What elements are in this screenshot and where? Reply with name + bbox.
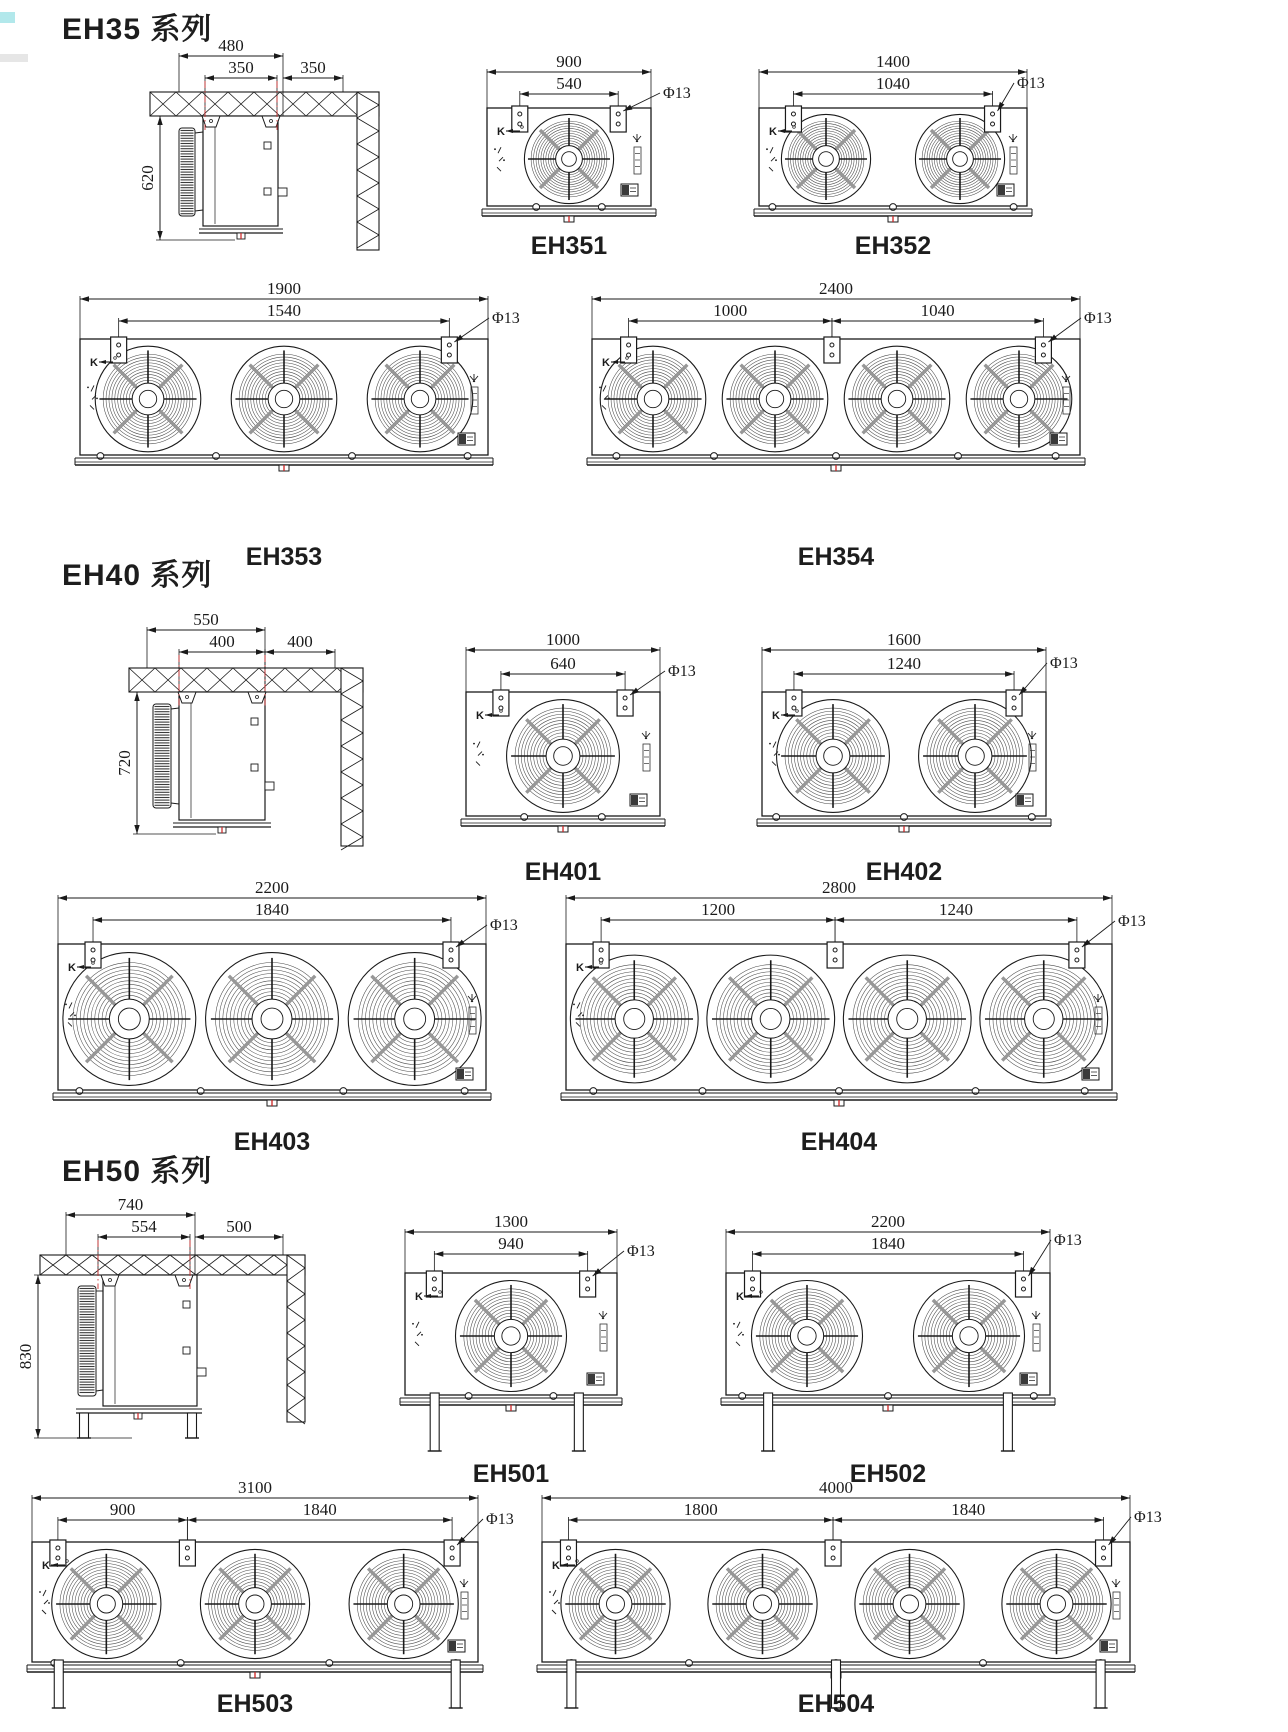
hole-callout [622,85,691,113]
svg-text:1200: 1200 [701,900,736,919]
dimension [119,301,450,324]
mount-bracket [50,1540,66,1566]
mount-bracket [610,106,626,132]
scan-artifact [0,54,28,62]
drain-fitting [134,1413,142,1419]
dimension [66,1195,195,1218]
model-label-eh501: EH501 [472,1460,550,1488]
eh504-front-view [528,1478,1178,1718]
dimension [762,630,1046,653]
svg-text:4000: 4000 [819,1478,853,1497]
dimension [16,1275,41,1438]
svg-text:1000: 1000 [546,630,580,649]
mount-bracket [441,337,457,363]
fan-icon [980,955,1108,1083]
mount-bracket [617,690,633,716]
name-plate [1016,794,1033,806]
dimension [147,610,265,633]
svg-text:Φ13: Φ13 [663,85,691,102]
dimension [179,632,265,655]
eh503-front-view [18,1478,528,1718]
drip-tray [461,819,665,826]
leg [1001,1393,1015,1451]
drain-fitting [558,826,568,832]
svg-text:1900: 1900 [267,279,301,298]
fan-icon [349,1549,458,1658]
svg-text:1240: 1240 [887,654,921,673]
drip-tray [199,229,283,233]
fan-icon [200,1549,309,1658]
svg-text:550: 550 [193,610,219,629]
svg-text:Φ13: Φ13 [627,1243,655,1260]
svg-text:K: K [602,357,610,369]
series-title-eh40: EH40 系列 [62,559,213,592]
ceiling-beam [129,668,363,692]
svg-text:400: 400 [209,632,235,651]
fan-icon [52,1549,161,1658]
mount-bracket [1035,337,1051,363]
dimension [434,1234,587,1257]
mount-bracket [512,106,528,132]
dimension [520,74,618,97]
name-plate [1050,433,1067,445]
svg-text:K: K [769,126,777,138]
eh50-side-view [18,1180,338,1458]
svg-text:350: 350 [228,58,254,77]
drain-fitting [888,216,898,222]
svg-text:480: 480 [218,36,244,55]
mount-bracket [560,1540,576,1566]
mount-bracket [745,1271,761,1297]
fan-icon [570,955,698,1083]
dimension [205,58,277,81]
leg [449,1660,463,1708]
fan-icon [722,346,828,452]
svg-text:1600: 1600 [887,630,921,649]
dimension [80,279,488,302]
svg-text:720: 720 [115,750,134,776]
dimension [501,654,625,677]
dimension [759,52,1027,75]
svg-text:1840: 1840 [255,900,289,919]
name-plate [1082,1068,1099,1080]
eh352-front-view [745,52,1065,236]
svg-text:400: 400 [287,632,313,651]
coil [78,1286,103,1396]
fan-icon [843,955,971,1083]
svg-text:K: K [736,1291,744,1303]
wall [341,668,363,850]
svg-text:Φ13: Φ13 [1054,1232,1082,1249]
dimension [835,900,1077,923]
dimension [592,279,1080,302]
svg-text:K: K [497,126,505,138]
mount-bracket [786,690,802,716]
leg [52,1660,66,1708]
mount-bracket [443,942,459,968]
drain-fitting [506,1405,516,1411]
wall [287,1255,305,1424]
wall [357,92,379,250]
coil [153,704,179,808]
eh401-front-view [428,630,700,835]
fan-icon [63,953,196,1086]
dimension [568,1500,833,1523]
svg-text:Φ13: Φ13 [492,310,520,327]
fan-icon [844,346,950,452]
dimension [629,301,832,324]
model-label-eh353: EH353 [245,543,323,571]
dimension [753,1234,1024,1257]
leg [77,1413,91,1438]
svg-text:620: 620 [138,165,157,191]
eh351-front-view [445,52,713,236]
leg [185,1413,199,1438]
leg [572,1393,586,1451]
dimension [487,52,651,75]
name-plate [1020,1373,1037,1385]
mount-bracket [621,337,637,363]
name-plate [621,184,638,196]
drain-fitting [267,1100,277,1106]
svg-text:Φ13: Φ13 [668,663,696,680]
svg-text:2200: 2200 [255,878,289,897]
drain-fitting [831,465,841,471]
dimension [601,900,835,923]
svg-text:1840: 1840 [302,1500,337,1519]
eh354-front-view [578,279,1144,495]
eh35-side-view [115,26,420,254]
drip-tray [53,1093,491,1100]
dimension [195,1217,283,1240]
svg-text:500: 500 [226,1217,252,1236]
svg-text:K: K [552,1560,560,1572]
name-plate [456,1068,473,1080]
fan-icon [707,955,835,1083]
fan-icon [1002,1549,1111,1658]
svg-text:900: 900 [109,1500,136,1519]
hole-callout [1080,913,1145,949]
fan-icon [561,1549,670,1658]
drain-fitting [899,826,909,832]
dimension [793,74,992,97]
svg-text:K: K [415,1291,423,1303]
svg-text:Φ13: Φ13 [490,917,518,934]
fan-icon [231,346,337,452]
svg-text:1840: 1840 [871,1234,905,1253]
eh501-front-view [385,1205,661,1457]
svg-text:1400: 1400 [876,52,910,71]
svg-text:540: 540 [556,74,582,93]
model-label-eh504: EH504 [797,1690,875,1718]
unit-body [179,692,274,820]
svg-text:Φ13: Φ13 [1050,655,1078,672]
name-plate [997,184,1014,196]
svg-text:2800: 2800 [822,878,856,897]
drain-fitting [883,1405,893,1411]
dimension [187,1500,452,1523]
name-plate [1100,1640,1117,1652]
drip-tray [75,458,493,465]
svg-text:K: K [90,357,98,369]
dimension [833,1500,1103,1523]
coil [179,128,203,216]
ceiling-beam [150,92,379,116]
svg-text:2400: 2400 [819,279,853,298]
dimension [726,1212,1050,1235]
mount-bracket [824,337,840,363]
drip-tray [173,823,271,827]
eh403-front-view [42,880,542,1118]
svg-text:350: 350 [300,58,326,77]
mount-bracket [827,942,843,968]
svg-text:2200: 2200 [871,1212,905,1231]
fan-icon [455,1280,566,1391]
drain-fitting [237,233,245,239]
svg-text:1240: 1240 [939,900,973,919]
fan-icon [913,1280,1024,1391]
unit-body [103,1275,206,1406]
dimension [832,301,1043,324]
model-label-eh502: EH502 [849,1460,927,1488]
fan-icon [524,114,613,203]
dimension [405,1212,617,1235]
fan-icon [708,1549,817,1658]
svg-text:1540: 1540 [267,301,301,320]
hole-callout [1106,1509,1161,1547]
fan-icon [855,1549,964,1658]
eh402-front-view [748,630,1088,835]
mount-bracket [580,1271,596,1297]
svg-text:1800: 1800 [683,1500,718,1519]
svg-text:1000: 1000 [713,301,748,320]
svg-text:740: 740 [117,1195,144,1214]
svg-text:Φ13: Φ13 [1017,75,1045,92]
model-label-eh404: EH404 [800,1128,878,1156]
mount-bracket [111,337,127,363]
dimension [58,1500,187,1523]
svg-text:554: 554 [131,1217,157,1236]
dimension [179,36,283,59]
model-label-eh354: EH354 [797,543,875,571]
series-title-eh35: EH35 系列 [62,13,213,46]
svg-text:Φ13: Φ13 [1134,1509,1162,1526]
model-label-eh401: EH401 [524,858,602,886]
drain-fitting [834,1100,844,1106]
fan-icon [348,953,481,1086]
svg-text:940: 940 [498,1234,524,1253]
mount-bracket [825,1540,841,1566]
eh502-front-view [712,1205,1092,1457]
hole-callout [995,75,1044,112]
scan-artifact [0,12,15,23]
eh404-front-view [552,880,1152,1118]
leg [428,1393,442,1451]
hole-callout [1017,655,1078,697]
drip-tray [27,1665,483,1672]
drain-fitting [250,1672,260,1678]
fan-icon [751,1280,862,1391]
eh40-side-view [95,598,410,850]
leg [761,1393,775,1451]
mount-bracket [1069,942,1085,968]
svg-text:K: K [576,962,584,974]
name-plate [458,433,475,445]
drip-tray [76,1409,202,1413]
svg-text:K: K [476,710,484,722]
svg-text:K: K [42,1560,50,1572]
dimension [138,116,163,240]
model-label-eh403: EH403 [233,1128,311,1156]
eh353-front-view [60,279,530,495]
hole-callout [629,663,696,697]
fan-icon [206,953,339,1086]
svg-text:3100: 3100 [238,1478,272,1497]
name-plate [448,1640,465,1652]
hole-callout [1026,1232,1082,1277]
svg-text:K: K [772,710,780,722]
svg-text:Φ13: Φ13 [1118,913,1146,930]
drain-fitting [218,827,226,833]
dimension [283,58,343,81]
dimension [466,630,660,653]
dimension [794,654,1014,677]
series-title-eh50: EH50 系列 [62,1155,213,1188]
svg-text:1840: 1840 [951,1500,986,1519]
name-plate [630,794,647,806]
dimension [93,900,451,923]
dimension [98,1217,190,1240]
svg-text:K: K [68,962,76,974]
drain-fitting [564,216,574,222]
dimension [58,878,486,901]
dimension [265,632,335,655]
svg-text:Φ13: Φ13 [1084,310,1112,327]
ceiling-beam [40,1255,305,1275]
drain-fitting [279,465,289,471]
model-label-eh352: EH352 [854,232,932,260]
dimension [32,1478,478,1501]
drip-tray [482,209,656,216]
name-plate [587,1373,604,1385]
model-label-eh503: EH503 [216,1690,294,1718]
unit-body [203,116,287,226]
mount-bracket [179,1540,195,1566]
fan-icon [507,700,620,813]
svg-text:Φ13: Φ13 [486,1511,514,1528]
svg-text:1040: 1040 [876,74,910,93]
dimension [115,692,140,834]
svg-text:830: 830 [16,1343,35,1370]
leg [564,1660,578,1708]
model-label-eh402: EH402 [865,858,943,886]
svg-text:900: 900 [556,52,582,71]
svg-text:640: 640 [550,654,576,673]
svg-text:1040: 1040 [920,301,955,320]
model-label-eh351: EH351 [530,232,608,260]
svg-text:1300: 1300 [494,1212,528,1231]
leg [1094,1660,1108,1708]
